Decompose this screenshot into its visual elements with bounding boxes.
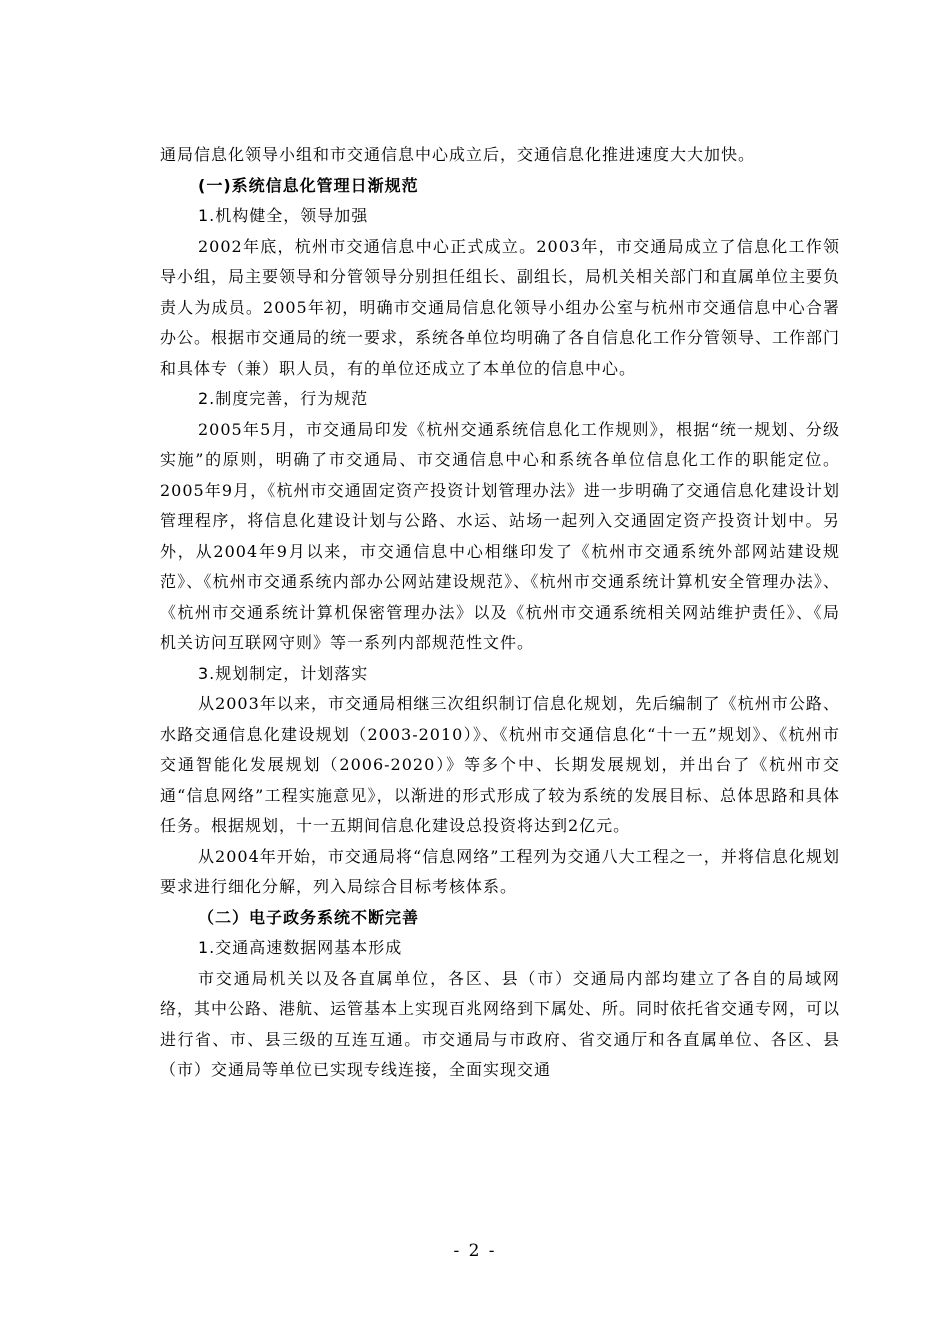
section-heading-1: (一)系统信息化管理日渐规范 [198,175,419,195]
paragraph-regulations: 2005年5月，市交通局印发《杭州交通系统信息化工作规则》，根据“统一规划、分级实施”的原则，明确了市交通局、市交通信息中心和系统各单位信息化工作的职能定位。2005年9月，《杭州市交通固定资产投资计划管理办法》进一步明确了交通信息化建设计划管理程序，将信息化建设计划与公路、水运、站场一起列入交通固定资产投资计划中。另外，从2004年9月以来，市交通信息中心相继印发了《杭州市交通系统外部网站建设规范》、《杭州市交通系统内部办公网站建设规范》、《杭州市交通系统计算机安全管理办法》、《杭州市交通系统计算机保密管理办法》以及《杭州市交通系统相关网站维护责任》、《局机关访问互联网守则》等一系列内部规范性文件。 [160,419,840,652]
paragraph-information-network: 从2004年开始，市交通局将“信息网络”工程列为交通八大工程之一，并将信息化规划要求进行细化分解，列入局综合目标考核体系。 [160,846,840,896]
page-number: - 2 - [453,1241,497,1261]
subsection-heading-2-1: 1.交通高速数据网基本形成 [198,938,403,957]
paragraph-continued: 通局信息化领导小组和市交通信息中心成立后，交通信息化推进速度大大加快。 [160,145,756,164]
paragraph-planning: 从2003年以来，市交通局相继三次组织制订信息化规划，先后编制了《杭州市公路、水路交通信息化建设规划（2003-2010）》、《杭州市交通信息化“十一五”规划》、《杭州市交通智能化发展规划（2006-2020）》等多个中、长期发展规划，并出台了《杭州市交通“信息网络”工程实施意见》，以渐进的形式形成了较为系统的发展目标、总体思路和具体任务。根据规划，十一五期间信息化建设总投资将达到2亿元。 [160,694,840,835]
subsection-heading-1-2: 2.制度完善，行为规范 [198,389,369,408]
subsection-heading-1-1: 1.机构健全，领导加强 [198,206,369,225]
paragraph-data-network: 市交通局机关以及各直属单位，各区、县（市）交通局内部均建立了各自的局域网络，其中公路、港航、运管基本上实现百兆网络到下属处、所。同时依托省交通专网，可以进行省、市、县三级的互连互通。市交通局与市政府、省交通厅和各直属单位、各区、县（市）交通局等单位已实现专线连接，全面实现交通 [160,968,841,1079]
paragraph-organization: 2002年底，杭州市交通信息中心正式成立。2003年，市交通局成立了信息化工作领导小组，局主要领导和分管领导分别担任组长、副组长，局机关相关部门和直属单位主要负责人为成员。2005年初，明确市交通局信息化领导小组办公室与杭州市交通信息中心合署办公。根据市交通局的统一要求，系统各单位均明确了各自信息化工作分管领导、工作部门和具体专（兼）职人员，有的单位还成立了本单位的信息中心。 [160,236,841,378]
subsection-heading-1-3: 3.规划制定，计划落实 [198,663,369,683]
section-heading-2: （二）电子政务系统不断完善 [198,907,420,927]
document-body [160,140,840,1086]
